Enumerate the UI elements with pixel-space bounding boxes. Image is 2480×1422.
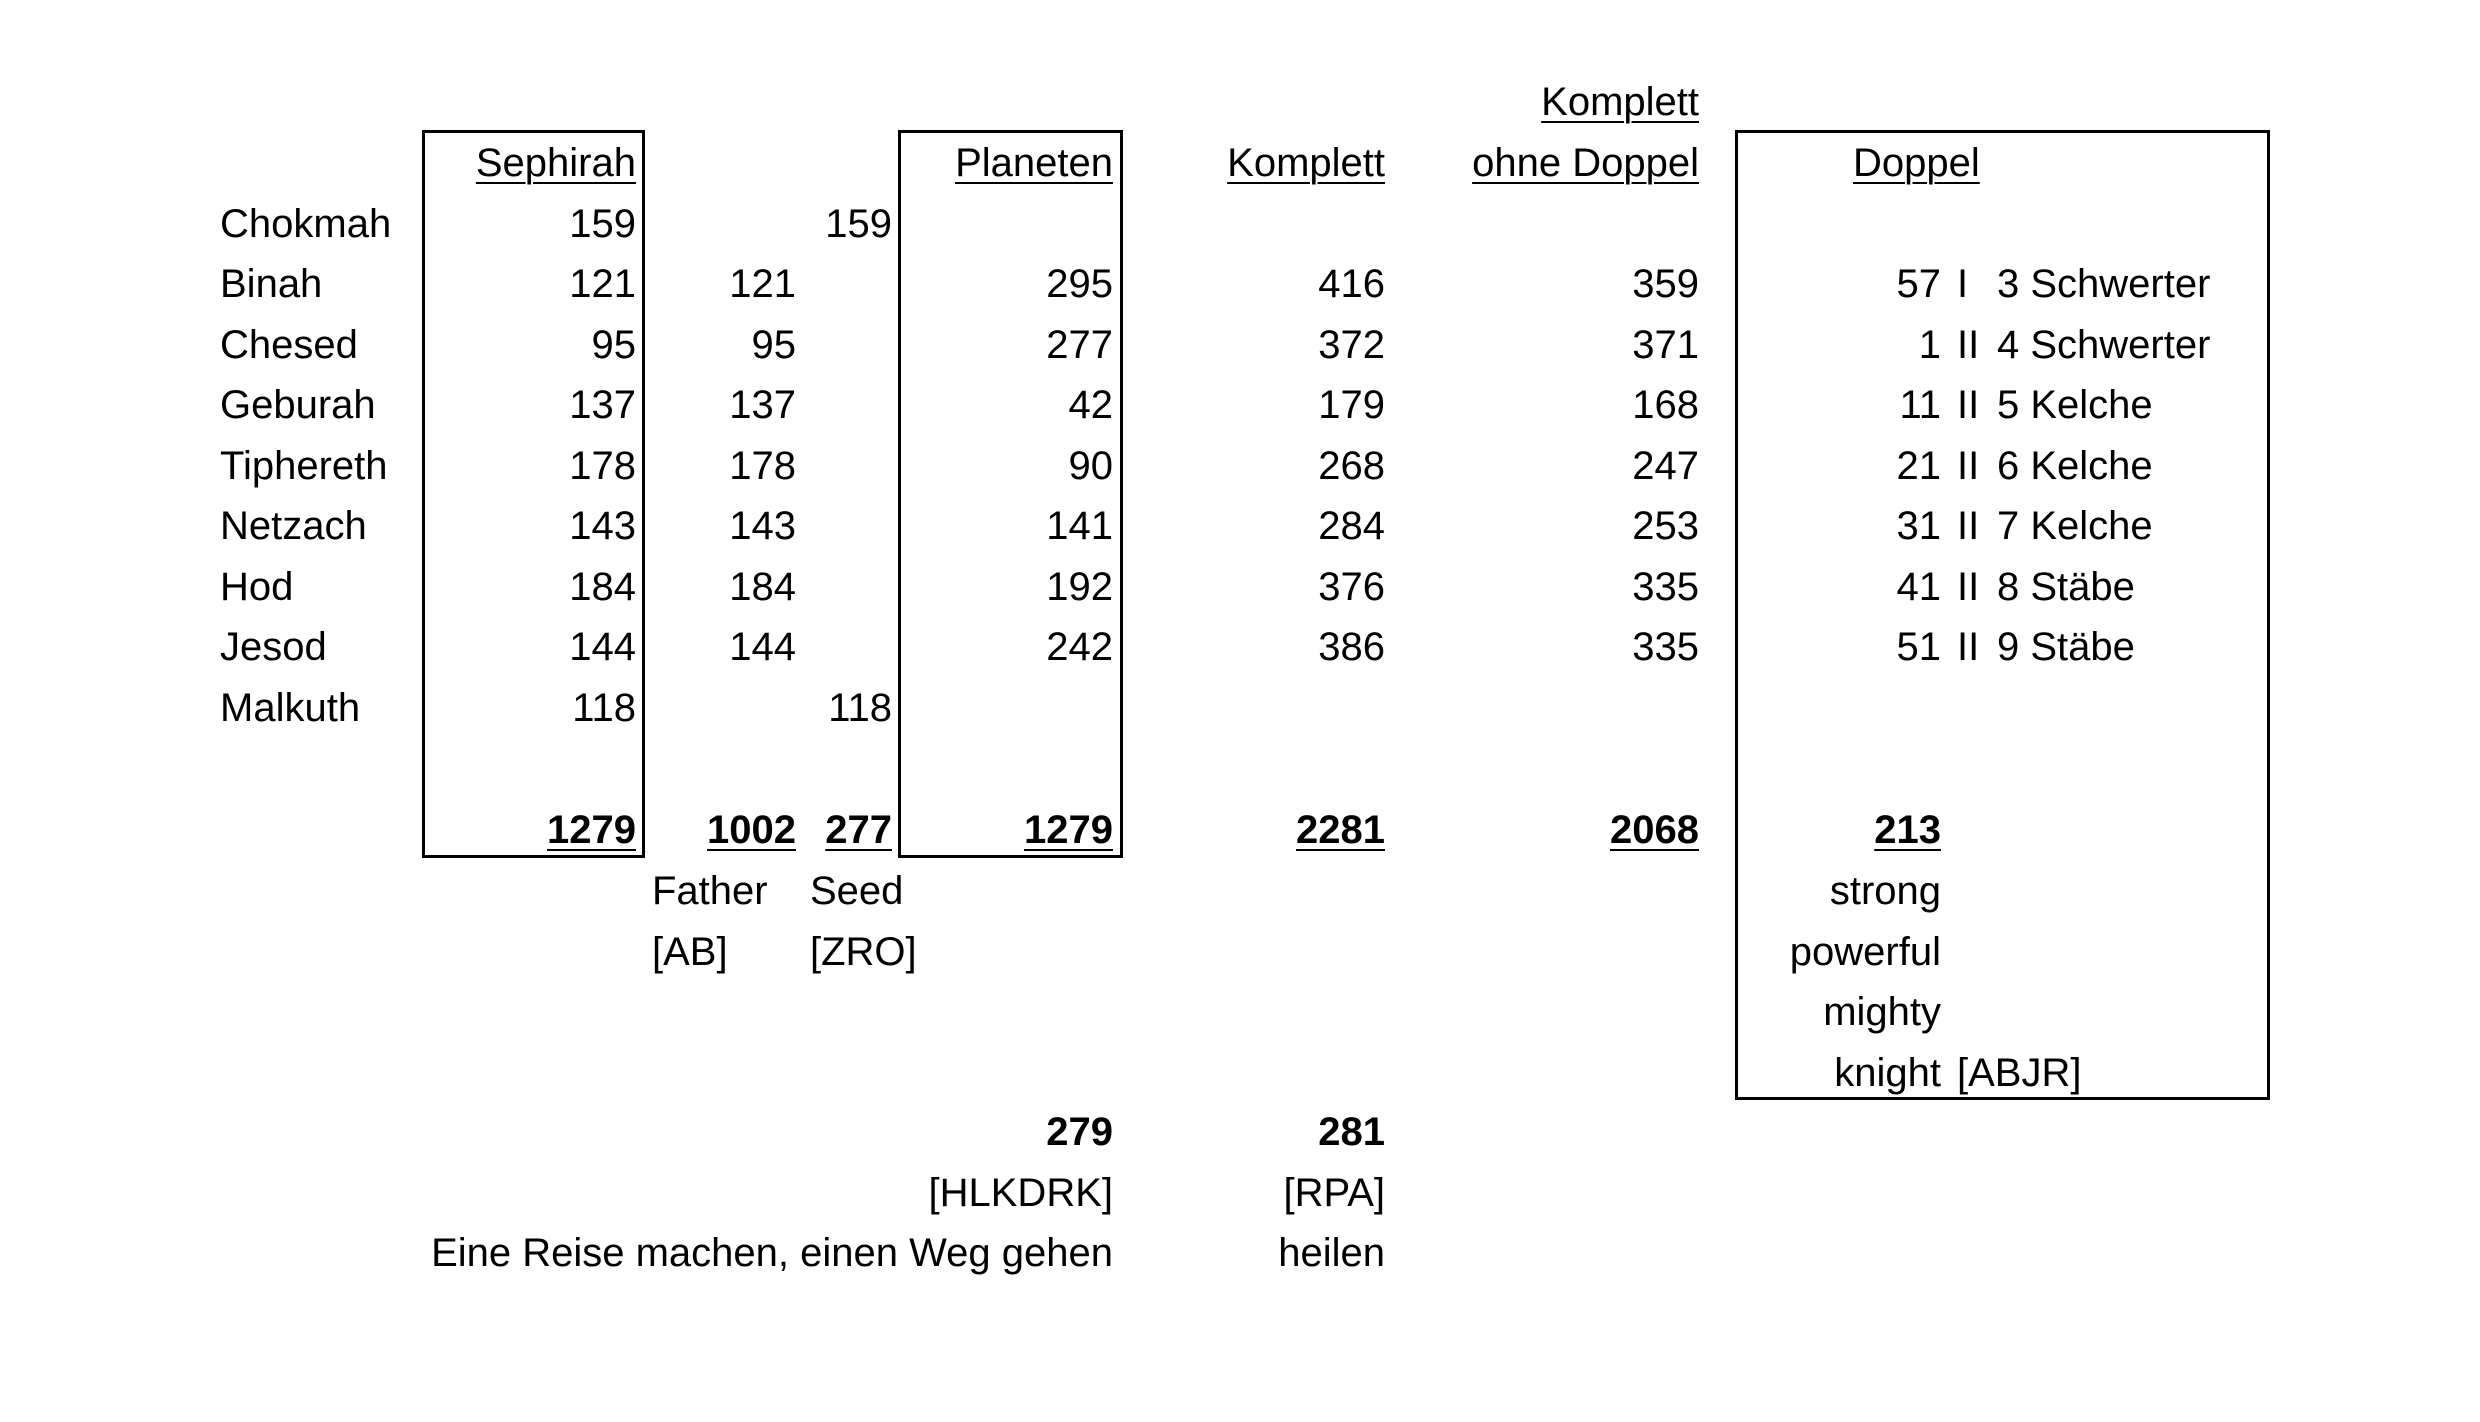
row-roman: II [1957, 565, 1980, 609]
row-name: Netzach [220, 504, 367, 548]
row-sephirah: 118 [572, 686, 636, 730]
row-roman: II [1957, 383, 1980, 427]
doppel-word-1: strong [1829, 869, 1941, 913]
row-sephirah: 159 [569, 202, 636, 246]
row-ohne-doppel: 371 [1632, 323, 1699, 367]
row-col2: 178 [729, 444, 796, 488]
row-sephirah: 143 [569, 504, 636, 548]
row-sephirah: 95 [591, 323, 636, 367]
row-sephirah: 184 [569, 565, 636, 609]
doppel-code: [ABJR] [1957, 1051, 2082, 1095]
row-name: Hod [220, 565, 294, 609]
row-komplett: 376 [1318, 565, 1385, 609]
total-ohne-doppel: 2068 [1610, 808, 1699, 852]
total-sephirah: 1279 [547, 808, 636, 852]
row-ohne-doppel: 247 [1632, 444, 1699, 488]
row-card: 4 Schwerter [1997, 323, 2211, 367]
row-komplett: 284 [1318, 504, 1385, 548]
total-doppel: 213 [1874, 808, 1941, 852]
row-roman: II [1957, 323, 1980, 367]
row-card: 5 Kelche [1997, 383, 2153, 427]
header-komplett-ohne-line1: Komplett [1541, 80, 1699, 124]
row-planeten: 295 [1046, 262, 1113, 306]
row-name: Chesed [220, 323, 358, 367]
footer-komplett-code: [RPA] [1283, 1171, 1385, 1215]
doppel-word-2: powerful [1789, 930, 1941, 974]
row-doppel: 11 [1899, 383, 1941, 427]
row-planeten: 141 [1046, 504, 1113, 548]
row-card: 6 Kelche [1997, 444, 2153, 488]
footer-planeten-value: 279 [1046, 1110, 1113, 1154]
header-planeten: Planeten [955, 141, 1113, 185]
note-seed-code: [ZRO] [810, 930, 917, 974]
note-seed: Seed [810, 869, 904, 913]
row-col2: 184 [729, 565, 796, 609]
row-planeten: 192 [1046, 565, 1113, 609]
row-planeten: 90 [1068, 444, 1113, 488]
row-planeten: 242 [1046, 625, 1113, 669]
row-name: Binah [220, 262, 323, 306]
note-father: Father [652, 869, 768, 913]
row-name: Malkuth [220, 686, 361, 730]
footer-planeten-code: [HLKDRK] [928, 1171, 1113, 1215]
row-ohne-doppel: 253 [1632, 504, 1699, 548]
row-komplett: 386 [1318, 625, 1385, 669]
row-card: 7 Kelche [1997, 504, 2153, 548]
row-planeten: 277 [1046, 323, 1113, 367]
row-col2: 144 [729, 625, 796, 669]
row-roman: I [1957, 262, 1969, 306]
row-card: 8 Stäbe [1997, 565, 2135, 609]
total-planeten: 1279 [1024, 808, 1113, 852]
total-col2: 1002 [707, 808, 796, 852]
planeten-box [898, 130, 1123, 858]
footer-planeten-meaning: Eine Reise machen, einen Weg gehen [431, 1231, 1113, 1275]
header-sephirah: Sephirah [475, 141, 636, 185]
row-doppel: 31 [1896, 504, 1941, 548]
row-col2: 137 [729, 383, 796, 427]
header-komplett-ohne-line2: ohne Doppel [1472, 141, 1699, 185]
row-doppel: 57 [1896, 262, 1941, 306]
row-col2: 121 [729, 262, 796, 306]
row-col2: 95 [751, 323, 796, 367]
row-doppel: 21 [1896, 444, 1941, 488]
row-komplett: 268 [1318, 444, 1385, 488]
row-doppel: 51 [1896, 625, 1941, 669]
row-card: 9 Stäbe [1997, 625, 2135, 669]
doppel-word-4: knight [1834, 1051, 1941, 1095]
row-col2: 143 [729, 504, 796, 548]
row-name: Jesod [220, 625, 327, 669]
row-doppel: 41 [1896, 565, 1941, 609]
row-sephirah: 121 [569, 262, 636, 306]
note-father-code: [AB] [652, 930, 728, 974]
row-ohne-doppel: 335 [1632, 625, 1699, 669]
row-name: Tiphereth [220, 444, 388, 488]
header-komplett: Komplett [1227, 141, 1385, 185]
row-sephirah: 137 [569, 383, 636, 427]
row-col3: 118 [828, 686, 892, 730]
row-col3: 159 [825, 202, 892, 246]
footer-komplett-meaning: heilen [1278, 1231, 1385, 1275]
row-sephirah: 144 [569, 625, 636, 669]
row-roman: II [1957, 504, 1980, 548]
doppel-word-3: mighty [1823, 990, 1941, 1034]
row-komplett: 372 [1318, 323, 1385, 367]
row-roman: II [1957, 444, 1980, 488]
row-ohne-doppel: 335 [1632, 565, 1699, 609]
row-ohne-doppel: 168 [1632, 383, 1699, 427]
row-card: 3 Schwerter [1997, 262, 2211, 306]
row-komplett: 179 [1318, 383, 1385, 427]
row-ohne-doppel: 359 [1632, 262, 1699, 306]
total-komplett: 2281 [1296, 808, 1385, 852]
row-sephirah: 178 [569, 444, 636, 488]
total-col3: 277 [825, 808, 892, 852]
row-roman: II [1957, 625, 1980, 669]
row-komplett: 416 [1318, 262, 1385, 306]
header-doppel: Doppel [1853, 141, 1980, 185]
row-name: Geburah [220, 383, 376, 427]
row-planeten: 42 [1068, 383, 1113, 427]
footer-komplett-value: 281 [1318, 1110, 1385, 1154]
row-doppel: 1 [1918, 323, 1941, 367]
row-name: Chokmah [220, 202, 392, 246]
